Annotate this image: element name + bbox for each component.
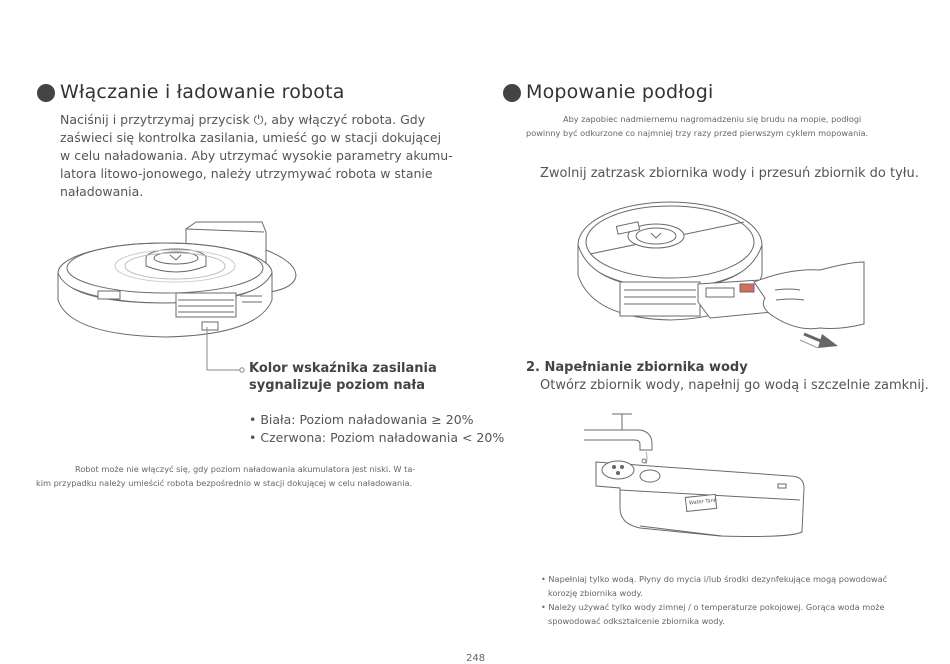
right-note-line2: powinny być odkurzone co najmniej trzy razy przed pierwszym cyklem mopowania. [526,128,869,138]
intro-line: zaświeci się kontrolka zasilania, umieść go w stacji dokującej [60,130,442,145]
intro-line: w celu naładowania. Aby utrzymać wysokie parametry akumu- [60,148,453,163]
intro-line: latora litowo-jonowego, należy utrzymywać robota w stanie [60,166,433,181]
step2-title: 2. Napełnianie zbiornika wody [526,360,748,375]
warning2-line2: spowodować odkształcenie zbiornika wody. [548,616,725,626]
page-number: 248 [466,653,486,664]
intro-line: naładowania. [60,184,144,199]
heading-power-charging: Włączanie i ładowanie robota [60,81,345,103]
intro-line: Naciśnij i przytrzymaj przycisk ⏻, aby włączyć robota. Gdy [60,112,426,127]
right-note-line1: Aby zapobiec nadmiernemu nagromadzeniu się brudu na mopie, podłogi [563,114,862,124]
warning1-line1: • Napełniaj tylko wodą. Płyny do mycia i/lub środki dezynfekujące mogą powodować [541,574,888,584]
left-note-line2: kim przypadku należy umieścić robota bezpośrednio w stacji dokującej w celu naładowania. [36,478,413,488]
callout-line1: Kolor wskaźnika zasilania [249,361,437,376]
step1-text: Zwolnij zatrzask zbiornika wody i przesuń zbiornik do tyłu. [540,166,919,181]
warning2-line1: • Należy używać tylko wody zimnej / o temperaturze pokojowej. Gorąca woda może [541,602,885,612]
step2-text: Otwórz zbiornik wody, napełnij go wodą i szczelnie zamknij. [540,378,929,393]
callout-line2: sygnalizuje poziom nała [249,378,425,393]
bullet-white: • Biała: Poziom naładowania ≥ 20% [249,412,474,427]
tank-label: Water Tank [688,497,717,507]
bullet-red: • Czerwona: Poziom naładowania < 20% [249,430,505,445]
warning1-line2: korozję zbiornika wody. [548,588,643,598]
left-note-line1: Robot może nie włączyć się, gdy poziom naładowania akumulatora jest niski. W ta- [75,464,416,474]
heading-mopping: Mopowanie podłogi [526,81,714,103]
